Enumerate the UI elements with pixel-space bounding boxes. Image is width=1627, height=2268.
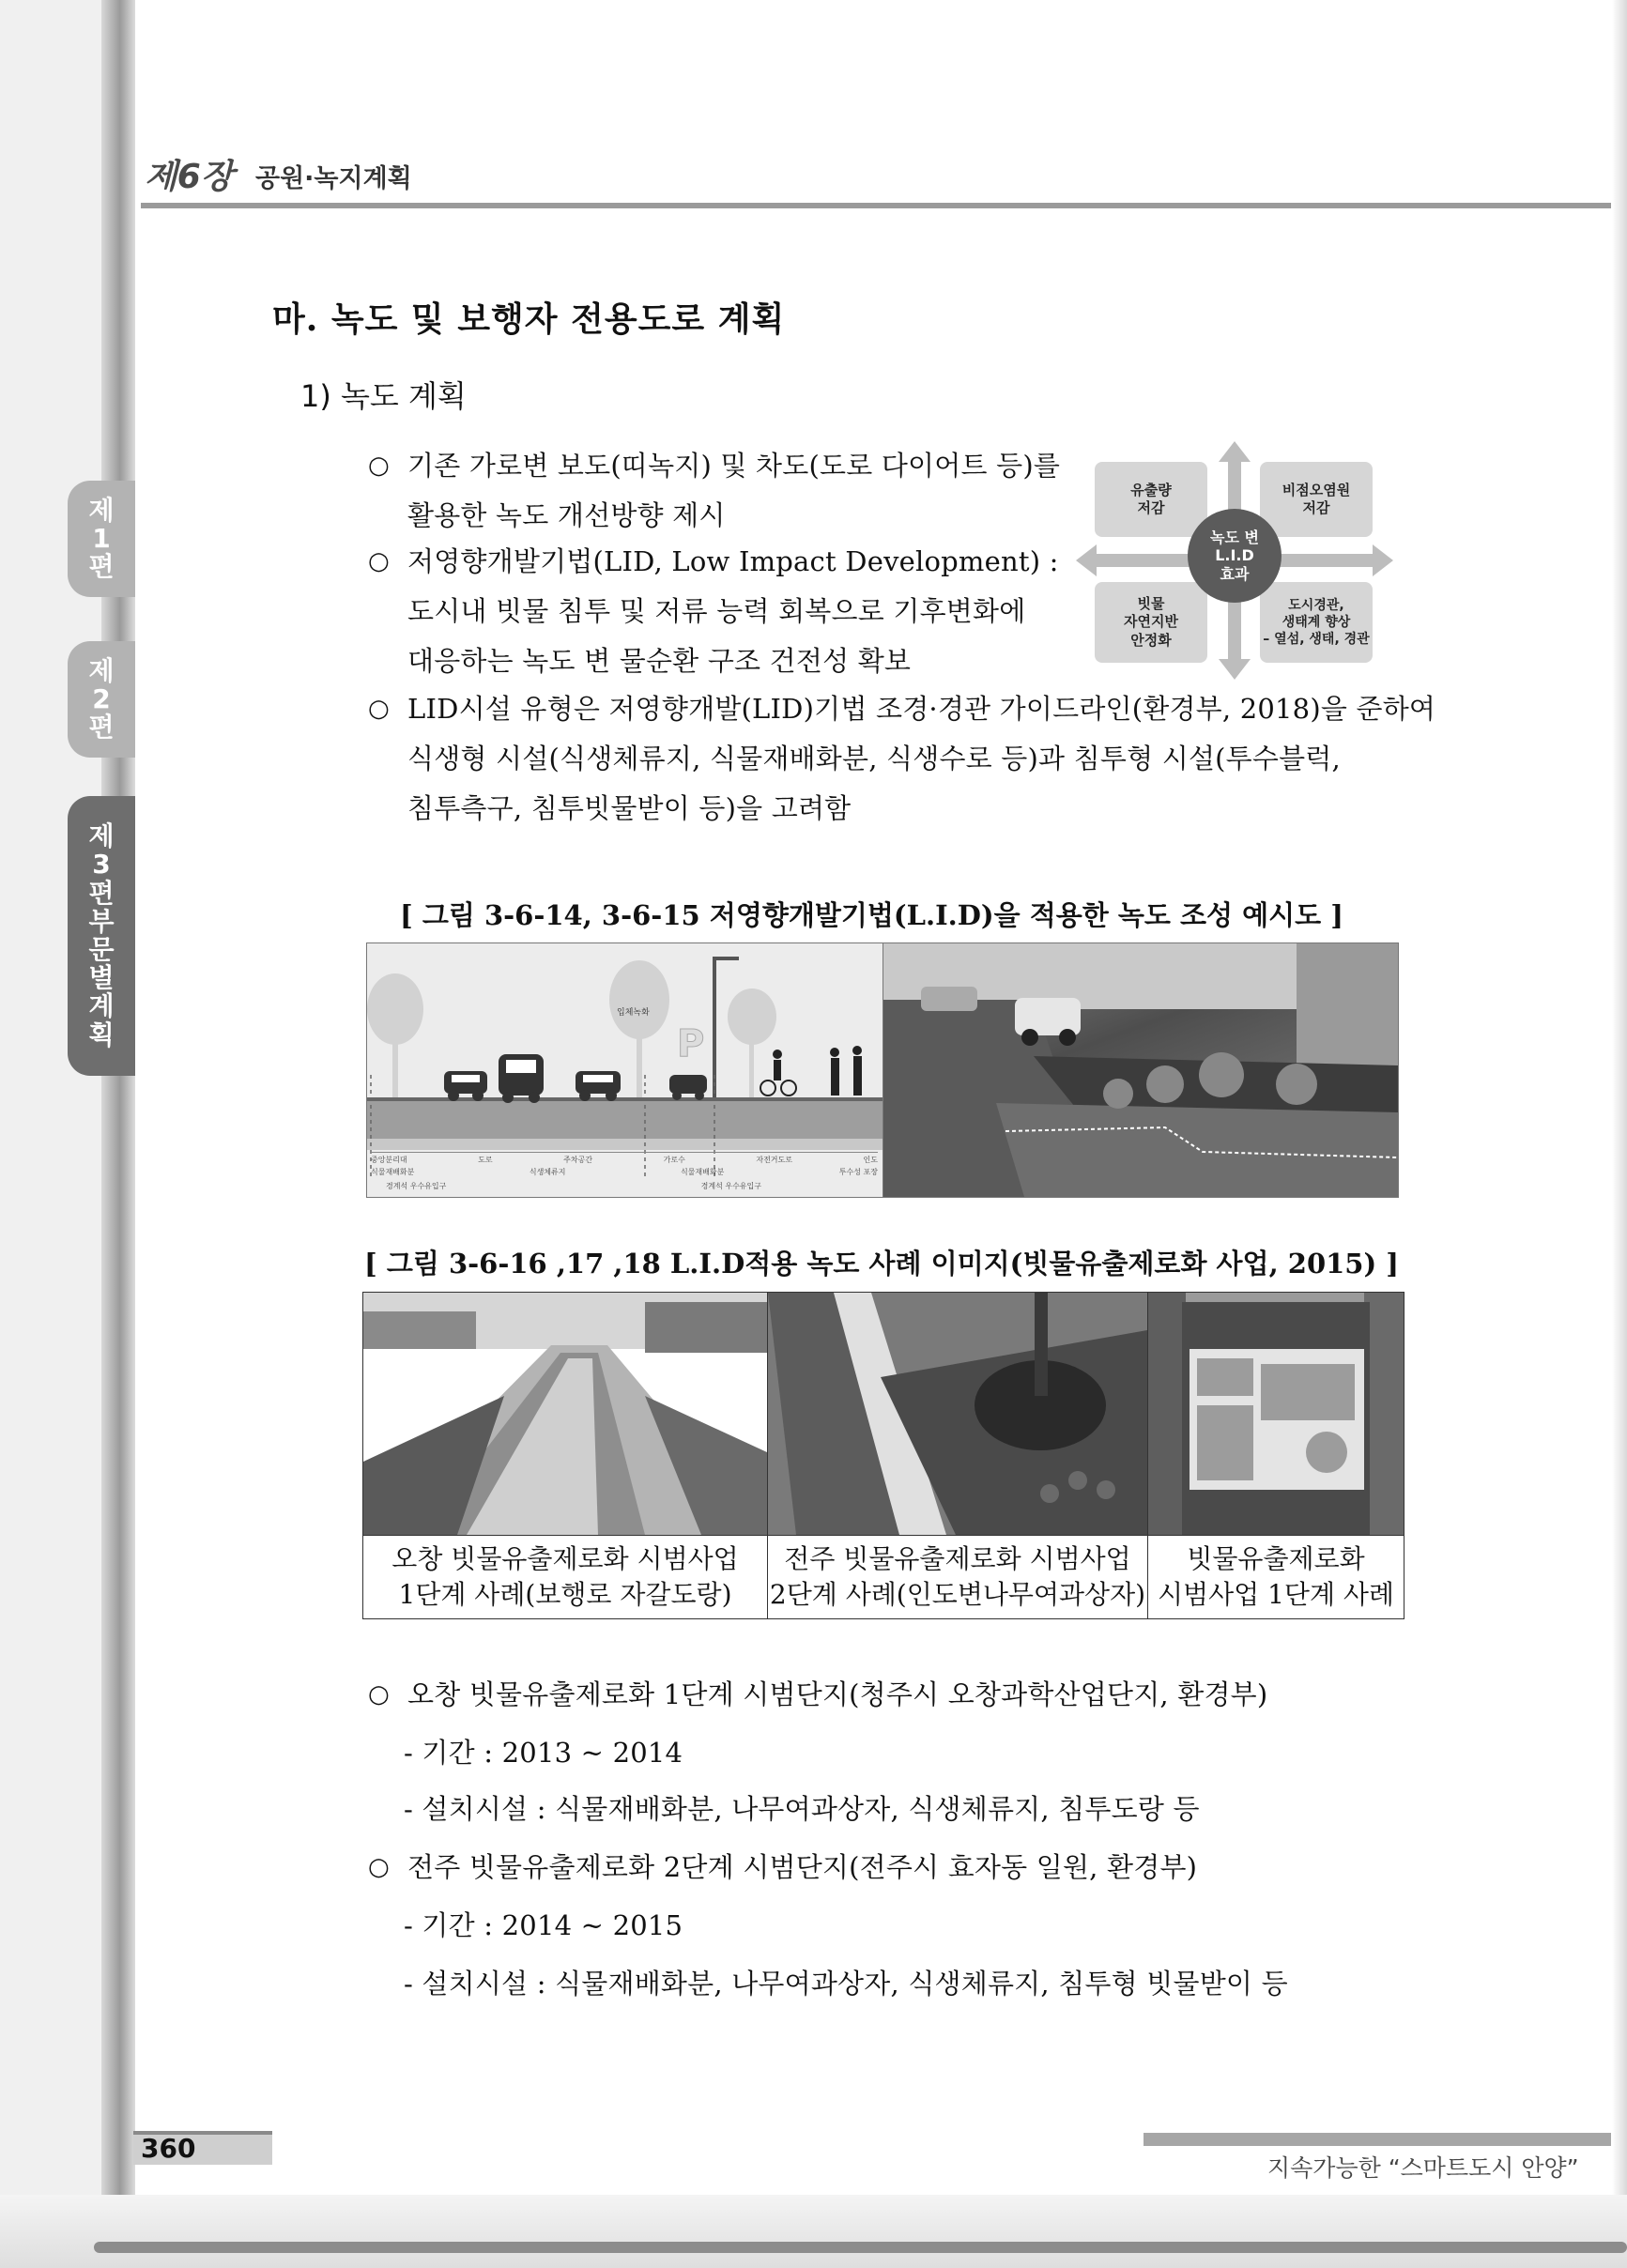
side-tab-char: 계 <box>88 990 115 1022</box>
tree-filter-box-photo <box>768 1293 1147 1535</box>
effect-box-nonpoint: 비점오염원 저감 <box>1260 462 1373 537</box>
lid-cross-section-image <box>366 942 884 1198</box>
diagram-label-row: 중앙분리대 도로 주차공간 가로수 자전거도로 인도 <box>371 1152 878 1165</box>
diagram-label-row: 경계석 우수유입구 경계석 우수유입구 <box>386 1182 761 1190</box>
lid-street-photo <box>883 942 1399 1198</box>
center-effect-circle: 녹도 변 L.I.D 효과 <box>1188 509 1282 603</box>
bullet-line: 침투측구, 침투빗물받이 등)을 고려함 <box>407 792 852 824</box>
bullet-circle-icon: ○ <box>368 452 390 480</box>
side-tab-char: 별 <box>88 962 115 994</box>
figure-caption: [ 그림 3-6-16 ,17 ,18 L.I.D적용 녹도 사례 이미지(빗물유출제로화 사업, 2015) ] <box>364 1248 1400 1280</box>
case-photo-cell <box>363 1293 768 1536</box>
bullet-line: 활용한 녹도 개선방향 제시 <box>407 499 726 531</box>
project-period: - 기간 : 2013 ~ 2014 <box>404 1737 683 1769</box>
diagram-label-row: 식물재배화분 식생체류지 식물재배화분 투수성 포장 <box>371 1168 878 1176</box>
case-photo-cell <box>1148 1293 1404 1536</box>
chapter-label: 제6장 <box>145 158 234 196</box>
project-title: 전주 빗물유출제로화 2단계 시범단지(전주시 효자동 일원, 환경부) <box>407 1851 1198 1883</box>
bullet-line: 도시내 빗물 침투 및 저류 능력 회복으로 기후변화에 <box>407 595 1026 627</box>
page-edge <box>1612 0 1627 2268</box>
effect-box-runoff: 유출량 저감 <box>1095 462 1207 537</box>
chapter-title: 공원·녹지계획 <box>255 164 412 193</box>
case-caption-row <box>363 1536 1404 1619</box>
side-tab-char: 편 <box>88 551 115 583</box>
side-tab-char: 1 <box>92 522 111 554</box>
project-facilities: - 설치시설 : 식물재배화분, 나무여과상자, 식생체류지, 침투도랑 등 <box>404 1793 1200 1825</box>
project-bullet <box>368 1670 1267 1720</box>
side-tab-char: 제 <box>88 820 115 852</box>
side-tab-char: 편 <box>88 712 115 743</box>
bullet-line: 대응하는 녹도 변 물순환 구조 건전성 확보 <box>407 645 912 677</box>
bullet-line: 식생형 시설(식생체류지, 식물재배화분, 식생수로 등)과 침투형 시설(투수블럭, <box>407 743 1341 774</box>
page-number: 360 <box>141 2133 196 2164</box>
page-bottom-band <box>0 2195 1627 2268</box>
footer-rule <box>1144 2133 1611 2146</box>
bullet-line: 기존 가로변 보도(띠녹지) 및 차도(도로 다이어트 등)를 <box>407 450 1061 482</box>
case-photo-table <box>362 1292 1404 1619</box>
bullet-circle-icon: ○ <box>368 1680 390 1709</box>
bullet-item <box>368 441 1060 541</box>
project-title: 오창 빗물유출제로화 1단계 시범단지(청주시 오창과학산업단지, 환경부) <box>407 1678 1268 1710</box>
side-tab-char: 제 <box>88 654 115 686</box>
bullet-line: LID시설 유형은 저영향개발(LID)기법 조경·경관 가이드라인(환경부, 2018)을 준하여 <box>407 693 1436 725</box>
side-tab-char: 제 <box>88 494 115 526</box>
binding-shadow <box>101 0 135 2268</box>
case-photo-row <box>363 1293 1404 1536</box>
side-tab-char: 편 <box>88 877 115 909</box>
bullet-circle-icon: ○ <box>368 695 390 723</box>
street-photo-illustration <box>883 943 1398 1197</box>
project-period: - 기간 : 2014 ~ 2015 <box>404 1909 683 1941</box>
side-tab-char: 문 <box>88 934 115 965</box>
lid-effect-diagram <box>1076 441 1393 680</box>
bullet-circle-icon: ○ <box>368 547 390 575</box>
project-bullet <box>368 1843 1197 1893</box>
side-tab-char: 3 <box>92 849 111 881</box>
case-photo-cell <box>768 1293 1148 1536</box>
side-tab-char: 획 <box>88 1019 115 1050</box>
figure-caption: [ 그림 3-6-14, 3-6-15 저영향개발기법(L.I.D)을 적용한 녹도 조성 예시도 ] <box>400 899 1343 931</box>
side-tab-char: 2 <box>92 682 111 714</box>
page-bottom-shadow <box>94 2242 1627 2253</box>
svg-text:P: P <box>677 1022 705 1065</box>
project-facilities: - 설치시설 : 식물재배화분, 나무여과상자, 식생체류지, 침투형 빗물받이 등 <box>404 1968 1288 2000</box>
section-heading: 마. 녹도 및 보행자 전용도로 계획 <box>272 299 786 339</box>
side-tab-part-2[interactable] <box>68 641 135 758</box>
diagram-label: 입체녹화 <box>617 1008 650 1018</box>
tree-filter-box-illustration <box>768 1293 1147 1535</box>
side-tab-part-3[interactable] <box>68 796 135 1076</box>
case-caption: 오창 빗물유출제로화 시범사업 1단계 사례(보행로 자갈도랑) <box>363 1536 768 1619</box>
subsection-heading: 1) 녹도 계획 <box>300 378 467 414</box>
effect-box-landscape: 도시경관, 생태계 향상 – 열섬, 생태, 경관 <box>1260 582 1373 663</box>
side-tab-part-1[interactable] <box>68 481 135 597</box>
info-signboard-photo <box>1148 1293 1404 1535</box>
case-caption: 전주 빗물유출제로화 시범사업 2단계 사례(인도변나무여과상자) <box>768 1536 1148 1619</box>
gravel-trench-photo <box>363 1293 767 1535</box>
case-caption: 빗물유출제로화 시범사업 1단계 사례 <box>1148 1536 1404 1619</box>
gravel-walkway-illustration <box>363 1293 767 1535</box>
header-rule <box>141 203 1611 208</box>
bullet-item <box>368 537 1059 686</box>
bullet-circle-icon: ○ <box>368 1853 390 1881</box>
bullet-line: 저영향개발기법(LID, Low Impact Development) : <box>407 545 1059 577</box>
bullet-item <box>368 684 1435 834</box>
side-tab-char: 부 <box>88 905 115 937</box>
signboard-illustration <box>1148 1293 1404 1535</box>
effect-box-ground: 빗물 자연지반 안정화 <box>1095 582 1207 663</box>
book-title: 지속가능한 “스마트도시 안양” <box>1267 2154 1579 2182</box>
